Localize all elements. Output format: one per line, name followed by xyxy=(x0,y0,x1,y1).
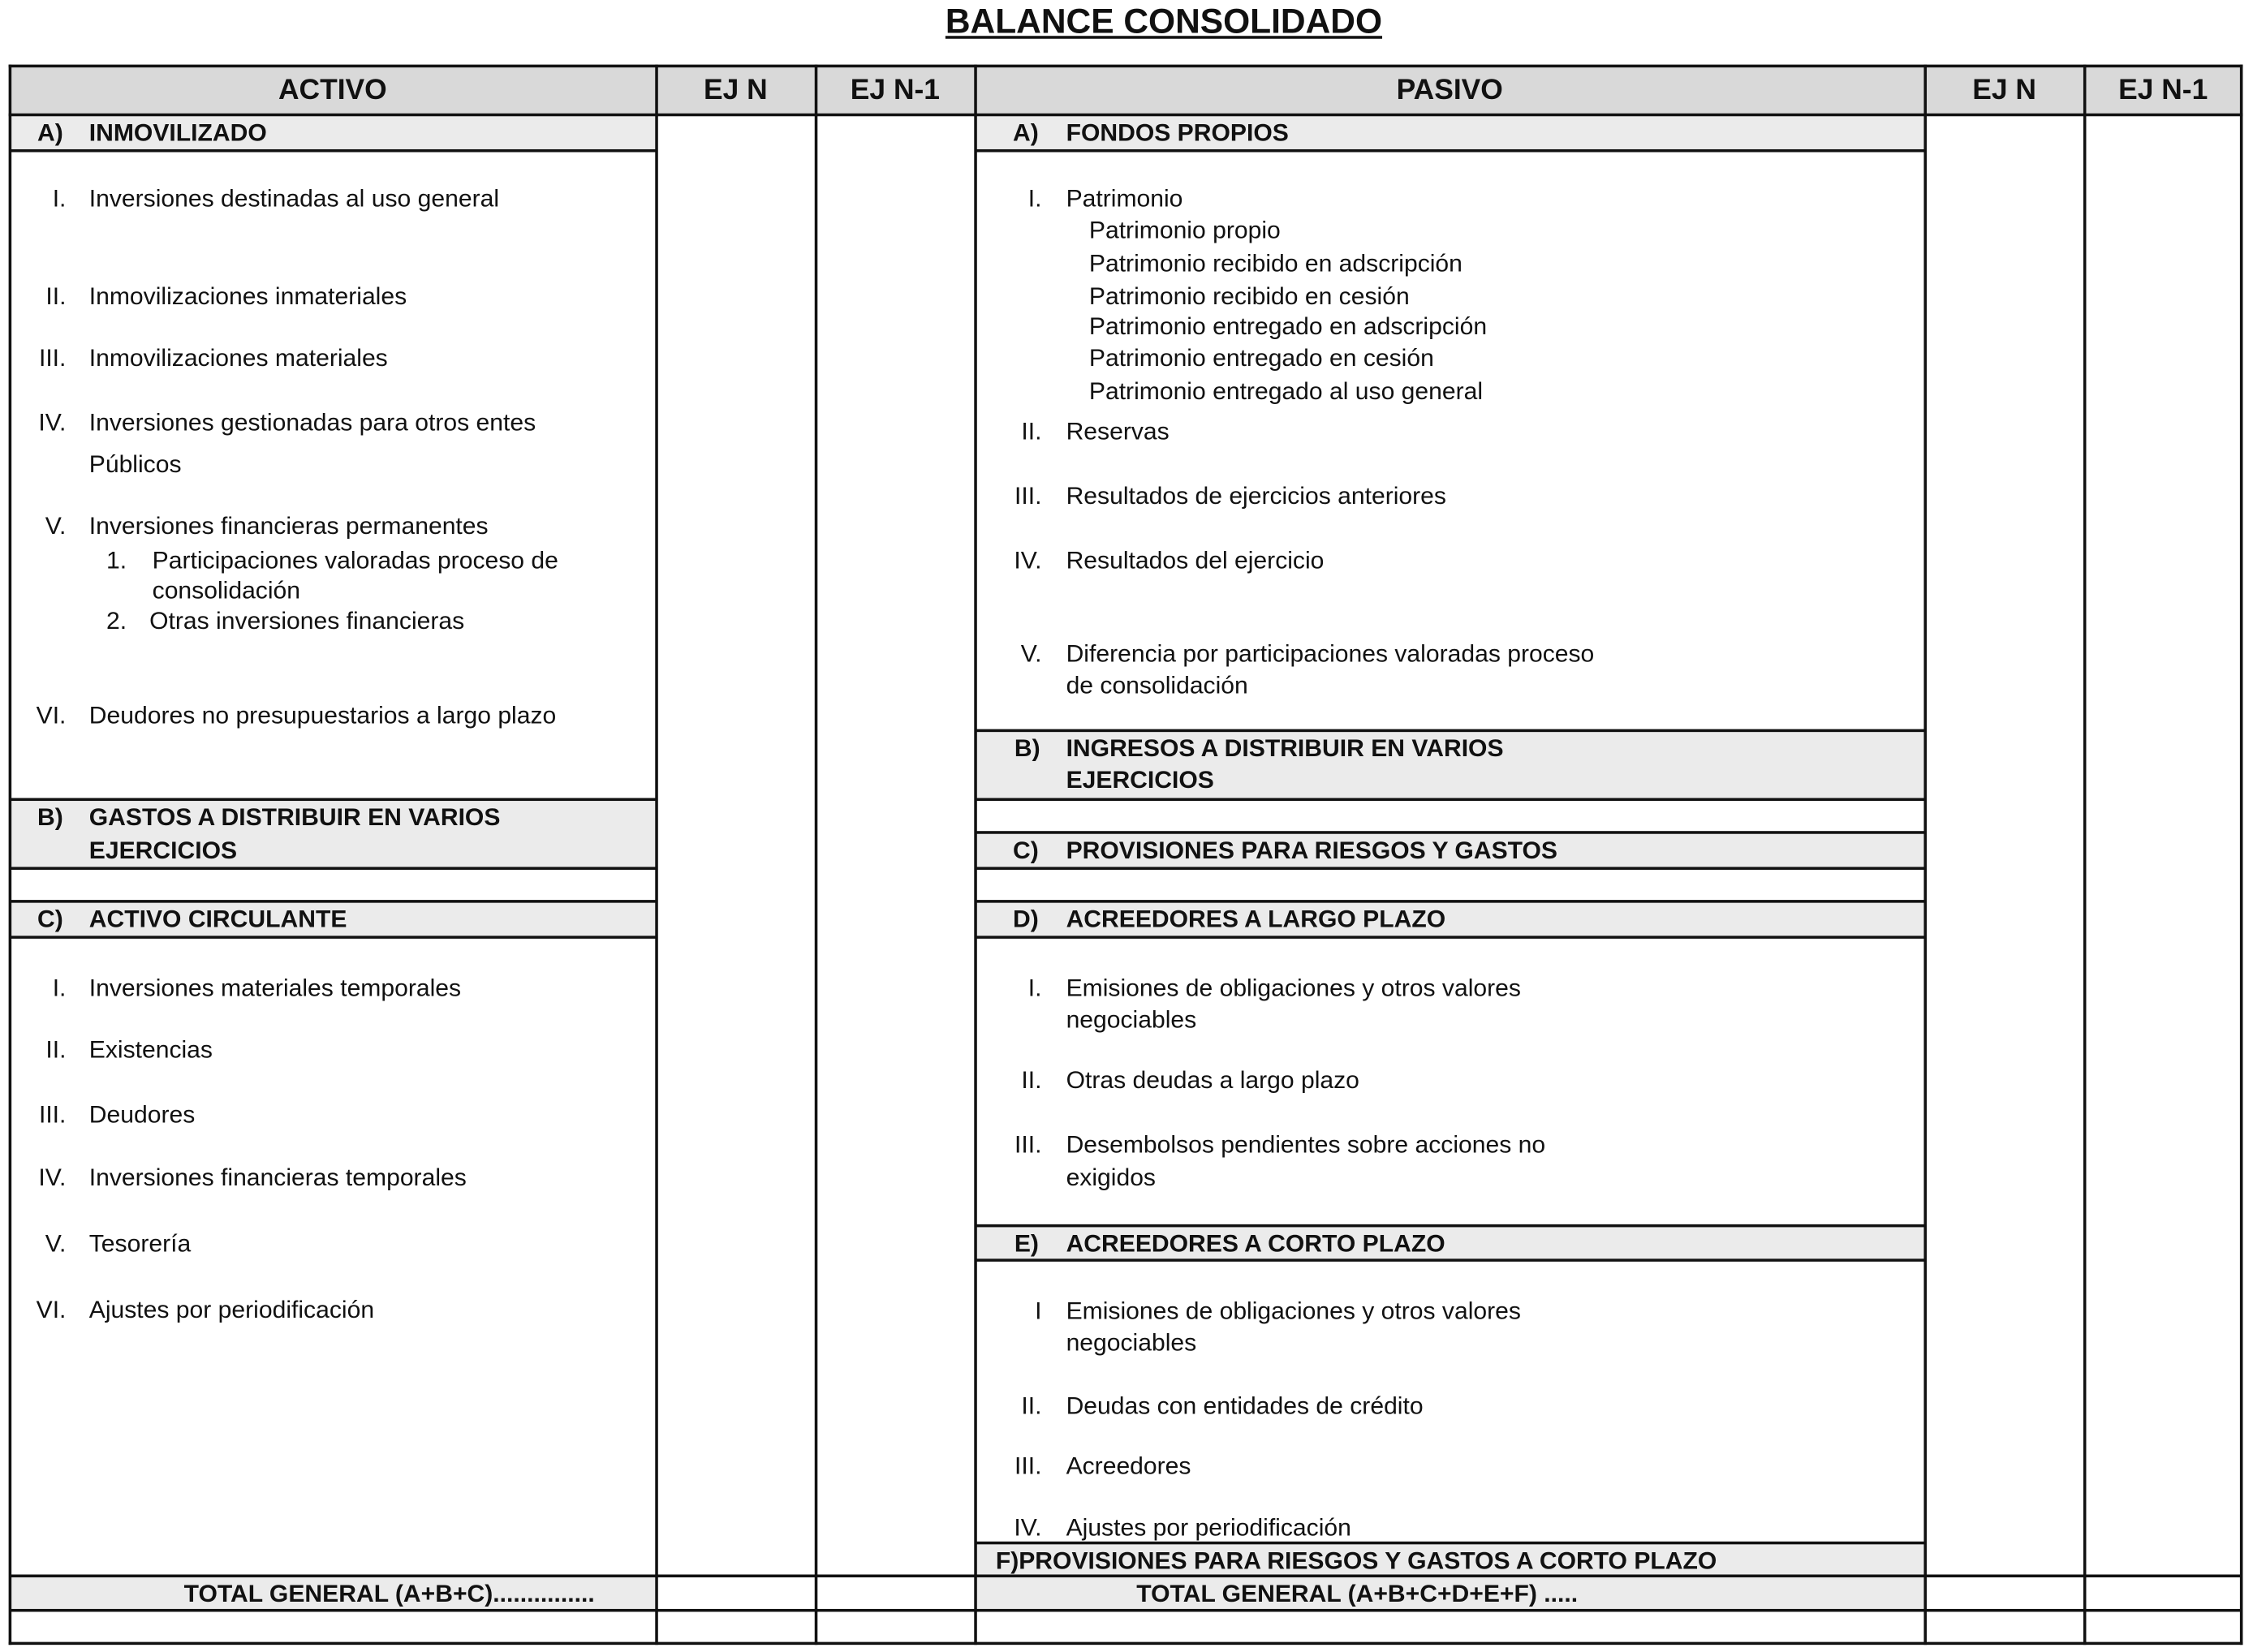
roman-numeral: III. xyxy=(38,344,67,372)
row-rule xyxy=(976,798,1925,801)
sub-item: Participaciones valoradas proceso de xyxy=(152,546,558,574)
section-title-gastos: GASTOS A DISTRIBUIR EN VARIOS xyxy=(88,803,501,832)
roman-numeral: III. xyxy=(38,1100,67,1129)
roman-numeral: II. xyxy=(45,282,67,311)
line-item: Inversiones financieras temporales xyxy=(88,1164,467,1192)
roman-numeral: IV. xyxy=(1014,1514,1042,1542)
line-item: Emisiones de obligaciones y otros valores xyxy=(1066,1297,1521,1325)
line-item-continuation: Públicos xyxy=(88,450,182,479)
roman-numeral: II. xyxy=(45,1036,67,1064)
line-item: Inversiones financieras permanentes xyxy=(88,512,489,540)
roman-numeral: IV. xyxy=(1014,546,1042,574)
roman-numeral: I. xyxy=(1027,974,1042,1002)
section-letter: A) xyxy=(37,118,63,147)
line-item: Inmovilizaciones materiales xyxy=(88,344,388,372)
section-letter: C) xyxy=(37,906,63,933)
total-pasivo: TOTAL GENERAL (A+B+C+D+E+F) ..... xyxy=(1136,1580,1579,1608)
roman-numeral: VI. xyxy=(36,701,67,729)
line-item: Inmovilizaciones inmateriales xyxy=(88,282,407,311)
row-rule xyxy=(976,867,1925,869)
patrimonio-sub-item: Patrimonio recibido en cesión xyxy=(1088,282,1410,311)
roman-numeral: VI. xyxy=(36,1296,67,1323)
patrimonio-sub-item: Patrimonio propio xyxy=(1088,217,1281,244)
line-item: Deudores no presupuestarios a largo plazo xyxy=(88,701,557,729)
line-item: Diferencia por participaciones valoradas proceso xyxy=(1066,639,1595,668)
roman-numeral: I. xyxy=(1027,185,1042,213)
section-title-ingresos: INGRESOS A DISTRIBUIR EN VARIOS xyxy=(1066,734,1504,763)
roman-numeral: V. xyxy=(45,512,67,540)
row-rule xyxy=(976,936,1925,938)
roman-numeral: II. xyxy=(1021,1392,1042,1420)
line-item: Otras deudas a largo plazo xyxy=(1066,1066,1359,1094)
section-title-provisiones: PROVISIONES PARA RIESGOS Y GASTOS xyxy=(1066,837,1557,864)
line-item: Resultados de ejercicios anteriores xyxy=(1066,482,1446,510)
row-rule xyxy=(10,1609,657,1611)
row-rule xyxy=(976,149,1925,152)
section-title-gastos-cont: EJERCICIOS xyxy=(88,837,238,864)
header-ej-n: EJ N xyxy=(704,74,768,106)
section-title-inmovilizado: INMOVILIZADO xyxy=(88,118,267,147)
patrimonio-sub-item: Patrimonio entregado en adscripción xyxy=(1088,312,1488,341)
row-rule xyxy=(657,1609,976,1611)
roman-numeral: IV. xyxy=(38,409,67,437)
header-rule xyxy=(9,114,2243,117)
section-letter: C) xyxy=(1013,837,1039,864)
sub-number: 2. xyxy=(106,607,127,635)
col-divider xyxy=(815,65,818,1646)
roman-numeral: I. xyxy=(52,185,67,213)
line-item: Resultados del ejercicio xyxy=(1066,546,1325,574)
line-item-continuation: exigidos xyxy=(1066,1164,1156,1192)
frame-right xyxy=(2240,65,2243,1646)
section-letter: E) xyxy=(1014,1229,1039,1258)
col-divider xyxy=(1923,65,1927,1646)
header-ej-n: EJ N xyxy=(1972,74,2036,106)
patrimonio-sub-item: Patrimonio entregado en cesión xyxy=(1088,344,1434,372)
row-rule xyxy=(976,1609,1925,1611)
col-divider xyxy=(974,65,977,1646)
row-rule xyxy=(10,798,657,801)
row-rule xyxy=(10,900,657,902)
section-letter: A) xyxy=(1013,118,1039,147)
frame-bottom xyxy=(9,1642,2243,1646)
header-pasivo: PASIVO xyxy=(1396,74,1503,106)
line-item-continuation: negociables xyxy=(1066,1329,1197,1357)
col-divider xyxy=(655,65,658,1646)
section-letter: B) xyxy=(37,803,63,832)
line-item: Emisiones de obligaciones y otros valores xyxy=(1066,974,1521,1002)
page-title: BALANCE CONSOLIDADO xyxy=(945,2,1383,42)
section-letter: B) xyxy=(1014,734,1040,763)
row-rule xyxy=(976,729,1925,732)
patrimonio-sub-item: Patrimonio entregado al uso general xyxy=(1088,377,1484,405)
row-rule xyxy=(10,1574,2241,1577)
section-title-acreedores-corto: ACREEDORES A CORTO PLAZO xyxy=(1066,1229,1445,1258)
roman-numeral: II. xyxy=(1021,417,1042,445)
line-item: Existencias xyxy=(88,1036,213,1064)
sub-item-continuation: consolidación xyxy=(152,577,301,604)
line-item: Ajustes por periodificación xyxy=(1066,1514,1351,1542)
row-rule xyxy=(976,1542,1925,1544)
line-item: Deudas con entidades de crédito xyxy=(1066,1392,1424,1420)
roman-numeral: III. xyxy=(1014,482,1042,510)
section-title-fondos-propios: FONDOS PROPIOS xyxy=(1066,118,1289,147)
roman-numeral: V. xyxy=(45,1229,67,1258)
header-ej-n-1: EJ N-1 xyxy=(850,74,940,106)
section-title-acreedores-largo: ACREEDORES A LARGO PLAZO xyxy=(1066,906,1446,933)
row-rule xyxy=(1925,1609,2241,1611)
row-rule xyxy=(976,900,1925,902)
section-title-activo-circulante: ACTIVO CIRCULANTE xyxy=(88,906,347,933)
roman-numeral: III. xyxy=(1014,1452,1042,1480)
row-rule xyxy=(976,1258,1925,1261)
roman-numeral: IV. xyxy=(38,1164,67,1192)
col-divider xyxy=(2083,65,2087,1646)
section-title-provisiones-corto: F)PROVISIONES PARA RIESGOS Y GASTOS A CORTO PLAZO xyxy=(995,1547,1717,1575)
row-rule xyxy=(976,1224,1925,1227)
line-item: Reservas xyxy=(1066,417,1170,445)
line-item: Inversiones materiales temporales xyxy=(88,974,462,1002)
total-activo: TOTAL GENERAL (A+B+C)............... xyxy=(183,1580,595,1608)
patrimonio-sub-item: Patrimonio recibido en adscripción xyxy=(1088,249,1463,277)
line-item: Deudores xyxy=(88,1100,196,1129)
row-rule xyxy=(976,831,1925,833)
line-item: Inversiones gestionadas para otros entes xyxy=(88,409,536,437)
line-item: Acreedores xyxy=(1066,1452,1191,1480)
line-item: Tesorería xyxy=(88,1229,192,1258)
roman-numeral: I. xyxy=(52,974,67,1002)
row-rule xyxy=(10,936,657,938)
section-title-ingresos-cont: EJERCICIOS xyxy=(1066,766,1214,794)
line-item: Inversiones destinadas al uso general xyxy=(88,185,500,213)
line-item: Ajustes por periodificación xyxy=(88,1296,375,1323)
row-rule xyxy=(10,149,657,152)
sub-item: Otras inversiones financieras xyxy=(149,607,465,635)
roman-numeral: V. xyxy=(1020,639,1042,668)
row-rule xyxy=(10,867,657,869)
roman-numeral: I xyxy=(1035,1297,1042,1325)
sub-number: 1. xyxy=(106,546,127,574)
line-item-continuation: de consolidación xyxy=(1066,671,1248,699)
line-item: Desembolsos pendientes sobre acciones no xyxy=(1066,1130,1546,1159)
roman-numeral: II. xyxy=(1021,1066,1042,1094)
line-item-continuation: negociables xyxy=(1066,1005,1197,1034)
header-ej-n-1: EJ N-1 xyxy=(2118,74,2208,106)
section-letter: D) xyxy=(1013,906,1039,933)
line-item: Patrimonio xyxy=(1066,185,1183,213)
roman-numeral: III. xyxy=(1014,1130,1042,1159)
header-activo: ACTIVO xyxy=(278,74,387,106)
